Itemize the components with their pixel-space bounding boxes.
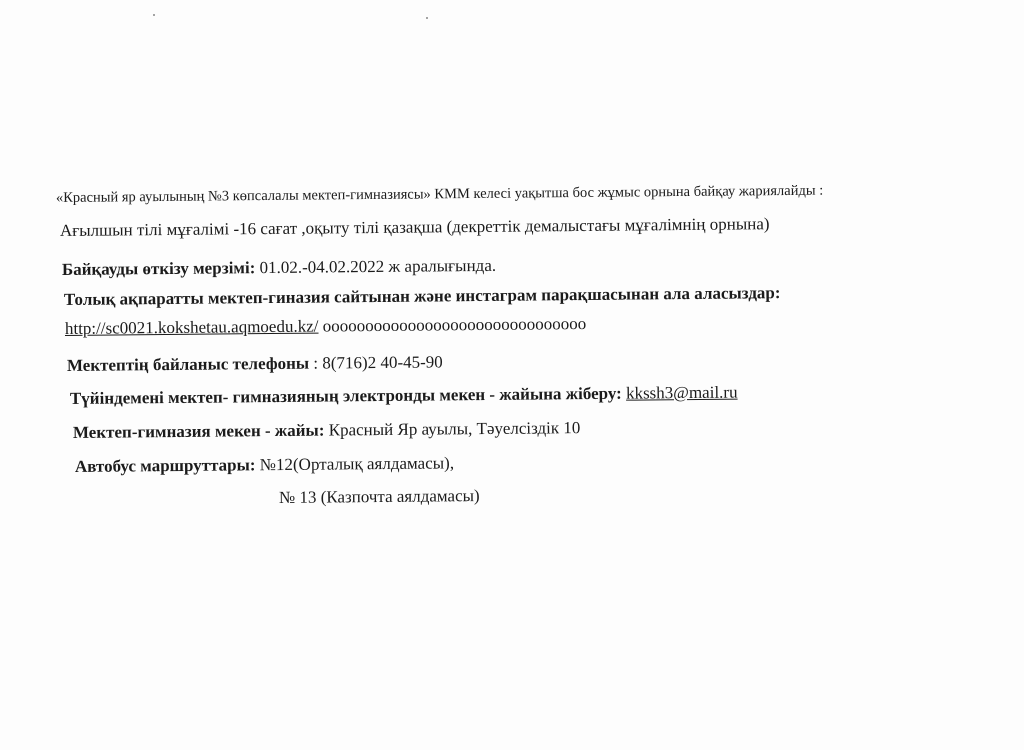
phone-value: : 8(716)2 40-45-90 xyxy=(313,352,443,373)
period-label: Байқауды өткізу мерзімі: xyxy=(61,258,256,279)
website-link[interactable]: http://sc0021.kokshetau.aqmoedu.kz/ xyxy=(64,316,319,338)
scan-speck xyxy=(153,14,155,16)
email-line xyxy=(70,384,738,407)
announcement-intro: «Красный яр ауылының №3 көпсалалы мектеп-гимназиясы» КММ келесі уақытша бос жұмыс орнына байқау жариялайды : xyxy=(55,182,824,206)
period-value: 01.02.-04.02.2022 ж аралығында. xyxy=(259,255,497,278)
phone-label: Мектептің байланыс телефоны xyxy=(66,353,310,375)
address-value: Красный Яр ауылы, Тәуелсіздік 10 xyxy=(328,418,581,440)
phone-line xyxy=(67,353,443,374)
website-line xyxy=(65,315,586,337)
bus-route-2: № 13 (Казпочта аялдамасы) xyxy=(278,486,480,507)
email-label: Түйіндемені мектеп- гимназияның электронды мекен - жайына жіберу: xyxy=(69,383,622,408)
bus-label: Автобус маршруттары: xyxy=(74,455,256,476)
info-line: Толық ақпаратты мектеп-гиназия сайтынан және инстаграм парақшасынан ала аласыздар: xyxy=(63,283,781,309)
website-suffix: ooooooooooooooooooooooooooooooo xyxy=(322,313,587,336)
bus-route-1: №12(Орталық аялдамасы), xyxy=(259,453,455,475)
email-link[interactable]: kkssh3@mail.ru xyxy=(625,382,738,403)
address-line xyxy=(73,419,581,441)
scan-speck xyxy=(426,17,428,19)
bus-line xyxy=(75,454,454,475)
address-label: Мектеп-гимназия мекен - жайы: xyxy=(72,420,325,442)
period-line xyxy=(62,257,496,278)
vacancy-line: Ағылшын тілі мұғалімі -16 сағат ,оқыту тілі қазақша (декреттік демалыстағы мұғалімнің орнына) xyxy=(59,214,770,240)
